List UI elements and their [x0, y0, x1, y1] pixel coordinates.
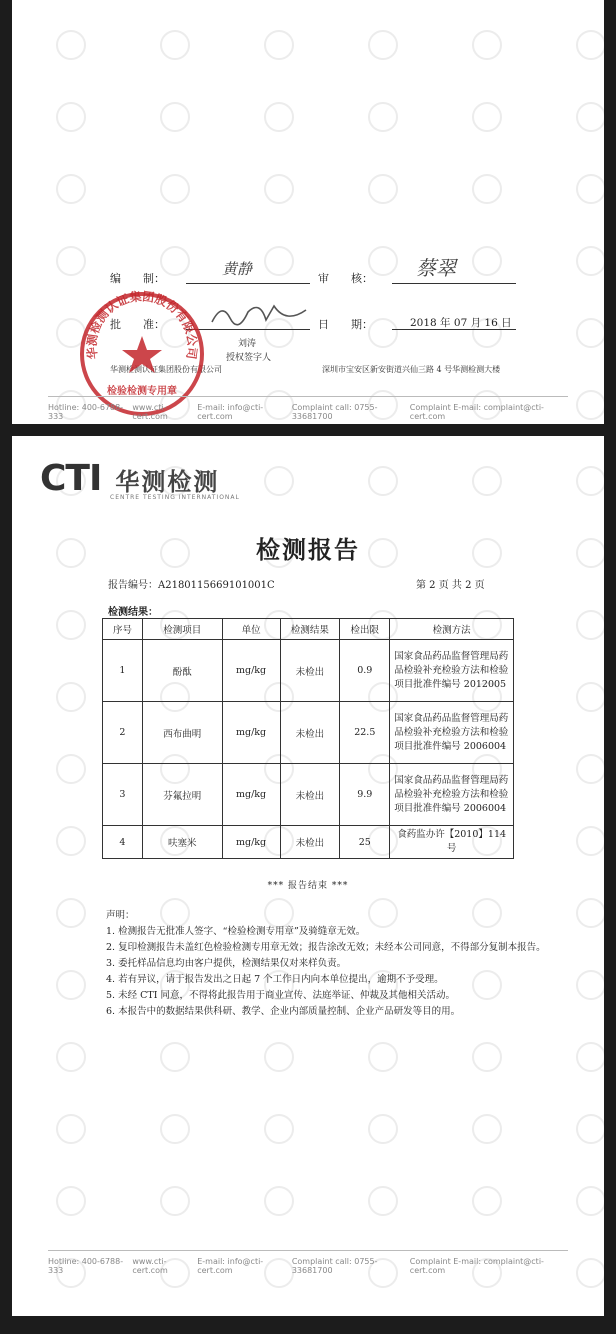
table-row — [103, 764, 514, 826]
watermark-icon — [368, 1186, 398, 1216]
cell-item: 酚酞 — [142, 640, 222, 702]
page1-footer — [48, 396, 568, 421]
watermark-icon — [56, 174, 86, 204]
cell-result: 未检出 — [280, 702, 340, 764]
approver-signature-scribble — [208, 296, 318, 332]
watermark-icon — [576, 970, 604, 1000]
cell-unit: mg/kg — [222, 826, 280, 859]
watermark-icon — [160, 1042, 190, 1072]
footer-web: www.cti-cert.com — [132, 1257, 168, 1275]
watermark-icon — [576, 102, 604, 132]
watermark-icon — [368, 174, 398, 204]
watermark-pattern — [12, 436, 604, 1316]
watermark-icon — [56, 102, 86, 132]
watermark-icon — [576, 466, 604, 496]
header-limit: 检出限 — [340, 619, 390, 640]
approved-label: 批 准： — [110, 318, 165, 331]
report-page-1 — [12, 0, 604, 424]
watermark-icon — [576, 898, 604, 928]
report-end-note: *** 报告结束 *** — [267, 881, 349, 891]
watermark-icon — [264, 174, 294, 204]
date-label: 日 期： — [318, 318, 373, 331]
watermark-icon — [56, 610, 86, 640]
compiled-label: 编 制： — [110, 272, 165, 285]
signer-name: 刘涛 — [238, 339, 257, 349]
watermark-icon — [368, 102, 398, 132]
watermark-icon — [368, 1042, 398, 1072]
watermark-icon — [56, 970, 86, 1000]
watermark-icon — [576, 1186, 604, 1216]
cell-item: 呋塞米 — [142, 826, 222, 859]
cell-item: 芬氟拉明 — [142, 764, 222, 826]
footer-email: E-mail: info@cti-cert.com — [197, 403, 264, 421]
page2-footer — [48, 1250, 568, 1275]
statement-item: 6. 本报告中的数据结果供科研、教学、企业内部质量控制、企业产品研发等目的用。 — [106, 1006, 461, 1017]
header-unit: 单位 — [222, 619, 280, 640]
statement-title: 声明： — [106, 910, 135, 921]
cell-limit: 9.9 — [340, 764, 390, 826]
header-item: 检测项目 — [142, 619, 222, 640]
cell-method: 国家食品药品监督管理局药品检验补充检验方法和检验项目批准件编号 2006004 — [390, 764, 514, 826]
watermark-icon — [160, 30, 190, 60]
footer-complaint-call: Complaint call: 0755-33681700 — [291, 403, 378, 421]
watermark-icon — [56, 898, 86, 928]
compiled-signature: 黄静 — [222, 260, 253, 278]
table-header-row — [103, 619, 514, 640]
watermark-icon — [264, 30, 294, 60]
footer-complaint-email: Complaint E-mail: complaint@cti-cert.com — [409, 1257, 544, 1275]
watermark-icon — [576, 754, 604, 784]
document-title: 检测报告 — [256, 535, 360, 564]
watermark-icon — [472, 1186, 502, 1216]
watermark-icon — [576, 1042, 604, 1072]
logo-name-en: CENTRE TESTING INTERNATIONAL — [110, 494, 240, 501]
watermark-icon — [472, 1114, 502, 1144]
table-row — [103, 826, 514, 859]
watermark-icon — [576, 390, 604, 420]
svg-text:华测检测认证集团股份有限公司: 华测检测认证集团股份有限公司 — [84, 290, 200, 361]
page-info: 第 2 页 共 2 页 — [416, 580, 485, 591]
cell-no: 3 — [103, 764, 143, 826]
statement-item: 3. 委托样品信息均由客户提供，检测结果仅对来样负责。 — [106, 958, 347, 969]
cell-result: 未检出 — [280, 764, 340, 826]
report-page-2 — [12, 436, 604, 1316]
watermark-icon — [56, 754, 86, 784]
cell-unit: mg/kg — [222, 640, 280, 702]
cell-method: 国家食品药品监督管理局药品检验补充检验方法和检验项目批准件编号 2012005 — [390, 640, 514, 702]
cell-result: 未检出 — [280, 826, 340, 859]
statement-item: 5. 未经 CTI 同意，不得将此报告用于商业宣传、法庭举证、仲裁及其他相关活动。 — [106, 990, 455, 1001]
footer-hotline: Hotline: 400-6788-333 — [48, 1257, 124, 1275]
watermark-icon — [160, 1114, 190, 1144]
watermark-icon — [56, 246, 86, 276]
watermark-icon — [576, 174, 604, 204]
svg-text:检验检测专用章: 检验检测专用章 — [107, 386, 177, 397]
watermark-icon — [264, 1042, 294, 1072]
watermark-icon — [576, 1114, 604, 1144]
cell-method: 食药监办许【2010】114 号 — [390, 826, 514, 859]
watermark-icon — [56, 30, 86, 60]
watermark-icon — [368, 1114, 398, 1144]
watermark-icon — [56, 826, 86, 856]
watermark-icon — [160, 102, 190, 132]
watermark-icon — [56, 682, 86, 712]
watermark-icon — [576, 826, 604, 856]
cell-limit: 0.9 — [340, 640, 390, 702]
watermark-icon — [472, 466, 502, 496]
watermark-icon — [576, 1258, 604, 1288]
watermark-icon — [264, 246, 294, 276]
watermark-icon — [264, 466, 294, 496]
watermark-icon — [368, 466, 398, 496]
watermark-icon — [56, 1114, 86, 1144]
watermark-icon — [472, 30, 502, 60]
results-table — [102, 618, 514, 859]
watermark-icon — [472, 174, 502, 204]
watermark-icon — [576, 610, 604, 640]
watermark-icon — [368, 30, 398, 60]
watermark-icon — [264, 102, 294, 132]
cell-limit: 25 — [340, 826, 390, 859]
watermark-icon — [56, 1186, 86, 1216]
company-address: 深圳市宝安区新安街道兴仙三路 4 号华测检测大楼 — [322, 365, 501, 374]
logo-brand: CTI — [40, 458, 102, 499]
cell-no: 4 — [103, 826, 143, 859]
statement-block — [106, 908, 546, 1020]
cell-result: 未检出 — [280, 640, 340, 702]
cell-limit: 22.5 — [340, 702, 390, 764]
watermark-icon — [576, 682, 604, 712]
statement-item: 2. 复印检测报告未盖红色检验检测专用章无效；报告涂改无效；未经本公司同意，不得部分复制本报告。 — [106, 942, 546, 953]
watermark-icon — [56, 1042, 86, 1072]
footer-web: www.cti-cert.com — [132, 403, 168, 421]
header-no: 序号 — [103, 619, 143, 640]
reviewed-label: 审 核： — [318, 272, 373, 285]
logo-name-cn: 华测检测 — [115, 468, 220, 496]
footer-complaint-call: Complaint call: 0755-33681700 — [291, 1257, 378, 1275]
watermark-icon — [264, 1186, 294, 1216]
statement-item: 4. 若有异议，请于报告发出之日起 7 个工作日内向本单位提出，逾期不予受理。 — [106, 974, 444, 985]
watermark-icon — [472, 102, 502, 132]
footer-hotline: Hotline: 400-6788-333 — [48, 403, 124, 421]
watermark-icon — [576, 246, 604, 276]
report-number: 报告编号：A2180115669101001C — [108, 580, 275, 591]
cell-item: 西布曲明 — [142, 702, 222, 764]
statement-item: 1. 检测报告无批准人签字、“检验检测专用章”及骑缝章无效。 — [106, 926, 366, 937]
cell-no: 1 — [103, 640, 143, 702]
results-label: 检测结果： — [108, 607, 158, 618]
footer-complaint-email: Complaint E-mail: complaint@cti-cert.com — [409, 403, 544, 421]
reviewed-line — [392, 283, 516, 284]
watermark-icon — [264, 1114, 294, 1144]
reviewed-signature: 蔡翠 — [416, 256, 456, 280]
signer-title: 授权签字人 — [226, 353, 272, 363]
cell-unit: mg/kg — [222, 702, 280, 764]
date-value: 2018 年 07 月 16 日 — [410, 317, 512, 329]
watermark-icon — [576, 318, 604, 348]
cell-no: 2 — [103, 702, 143, 764]
table-row — [103, 640, 514, 702]
cell-unit: mg/kg — [222, 764, 280, 826]
cell-method: 国家食品药品监督管理局药品检验补充检验方法和检验项目批准件编号 2006004 — [390, 702, 514, 764]
watermark-icon — [576, 30, 604, 60]
company-name: 华测检测认证集团股份有限公司 — [110, 365, 222, 374]
table-row — [103, 702, 514, 764]
header-method: 检测方法 — [390, 619, 514, 640]
watermark-icon — [160, 174, 190, 204]
footer-email: E-mail: info@cti-cert.com — [197, 1257, 264, 1275]
header-result: 检测结果 — [280, 619, 340, 640]
watermark-icon — [160, 1186, 190, 1216]
watermark-icon — [472, 1042, 502, 1072]
watermark-icon — [472, 246, 502, 276]
compiled-line — [186, 283, 310, 284]
